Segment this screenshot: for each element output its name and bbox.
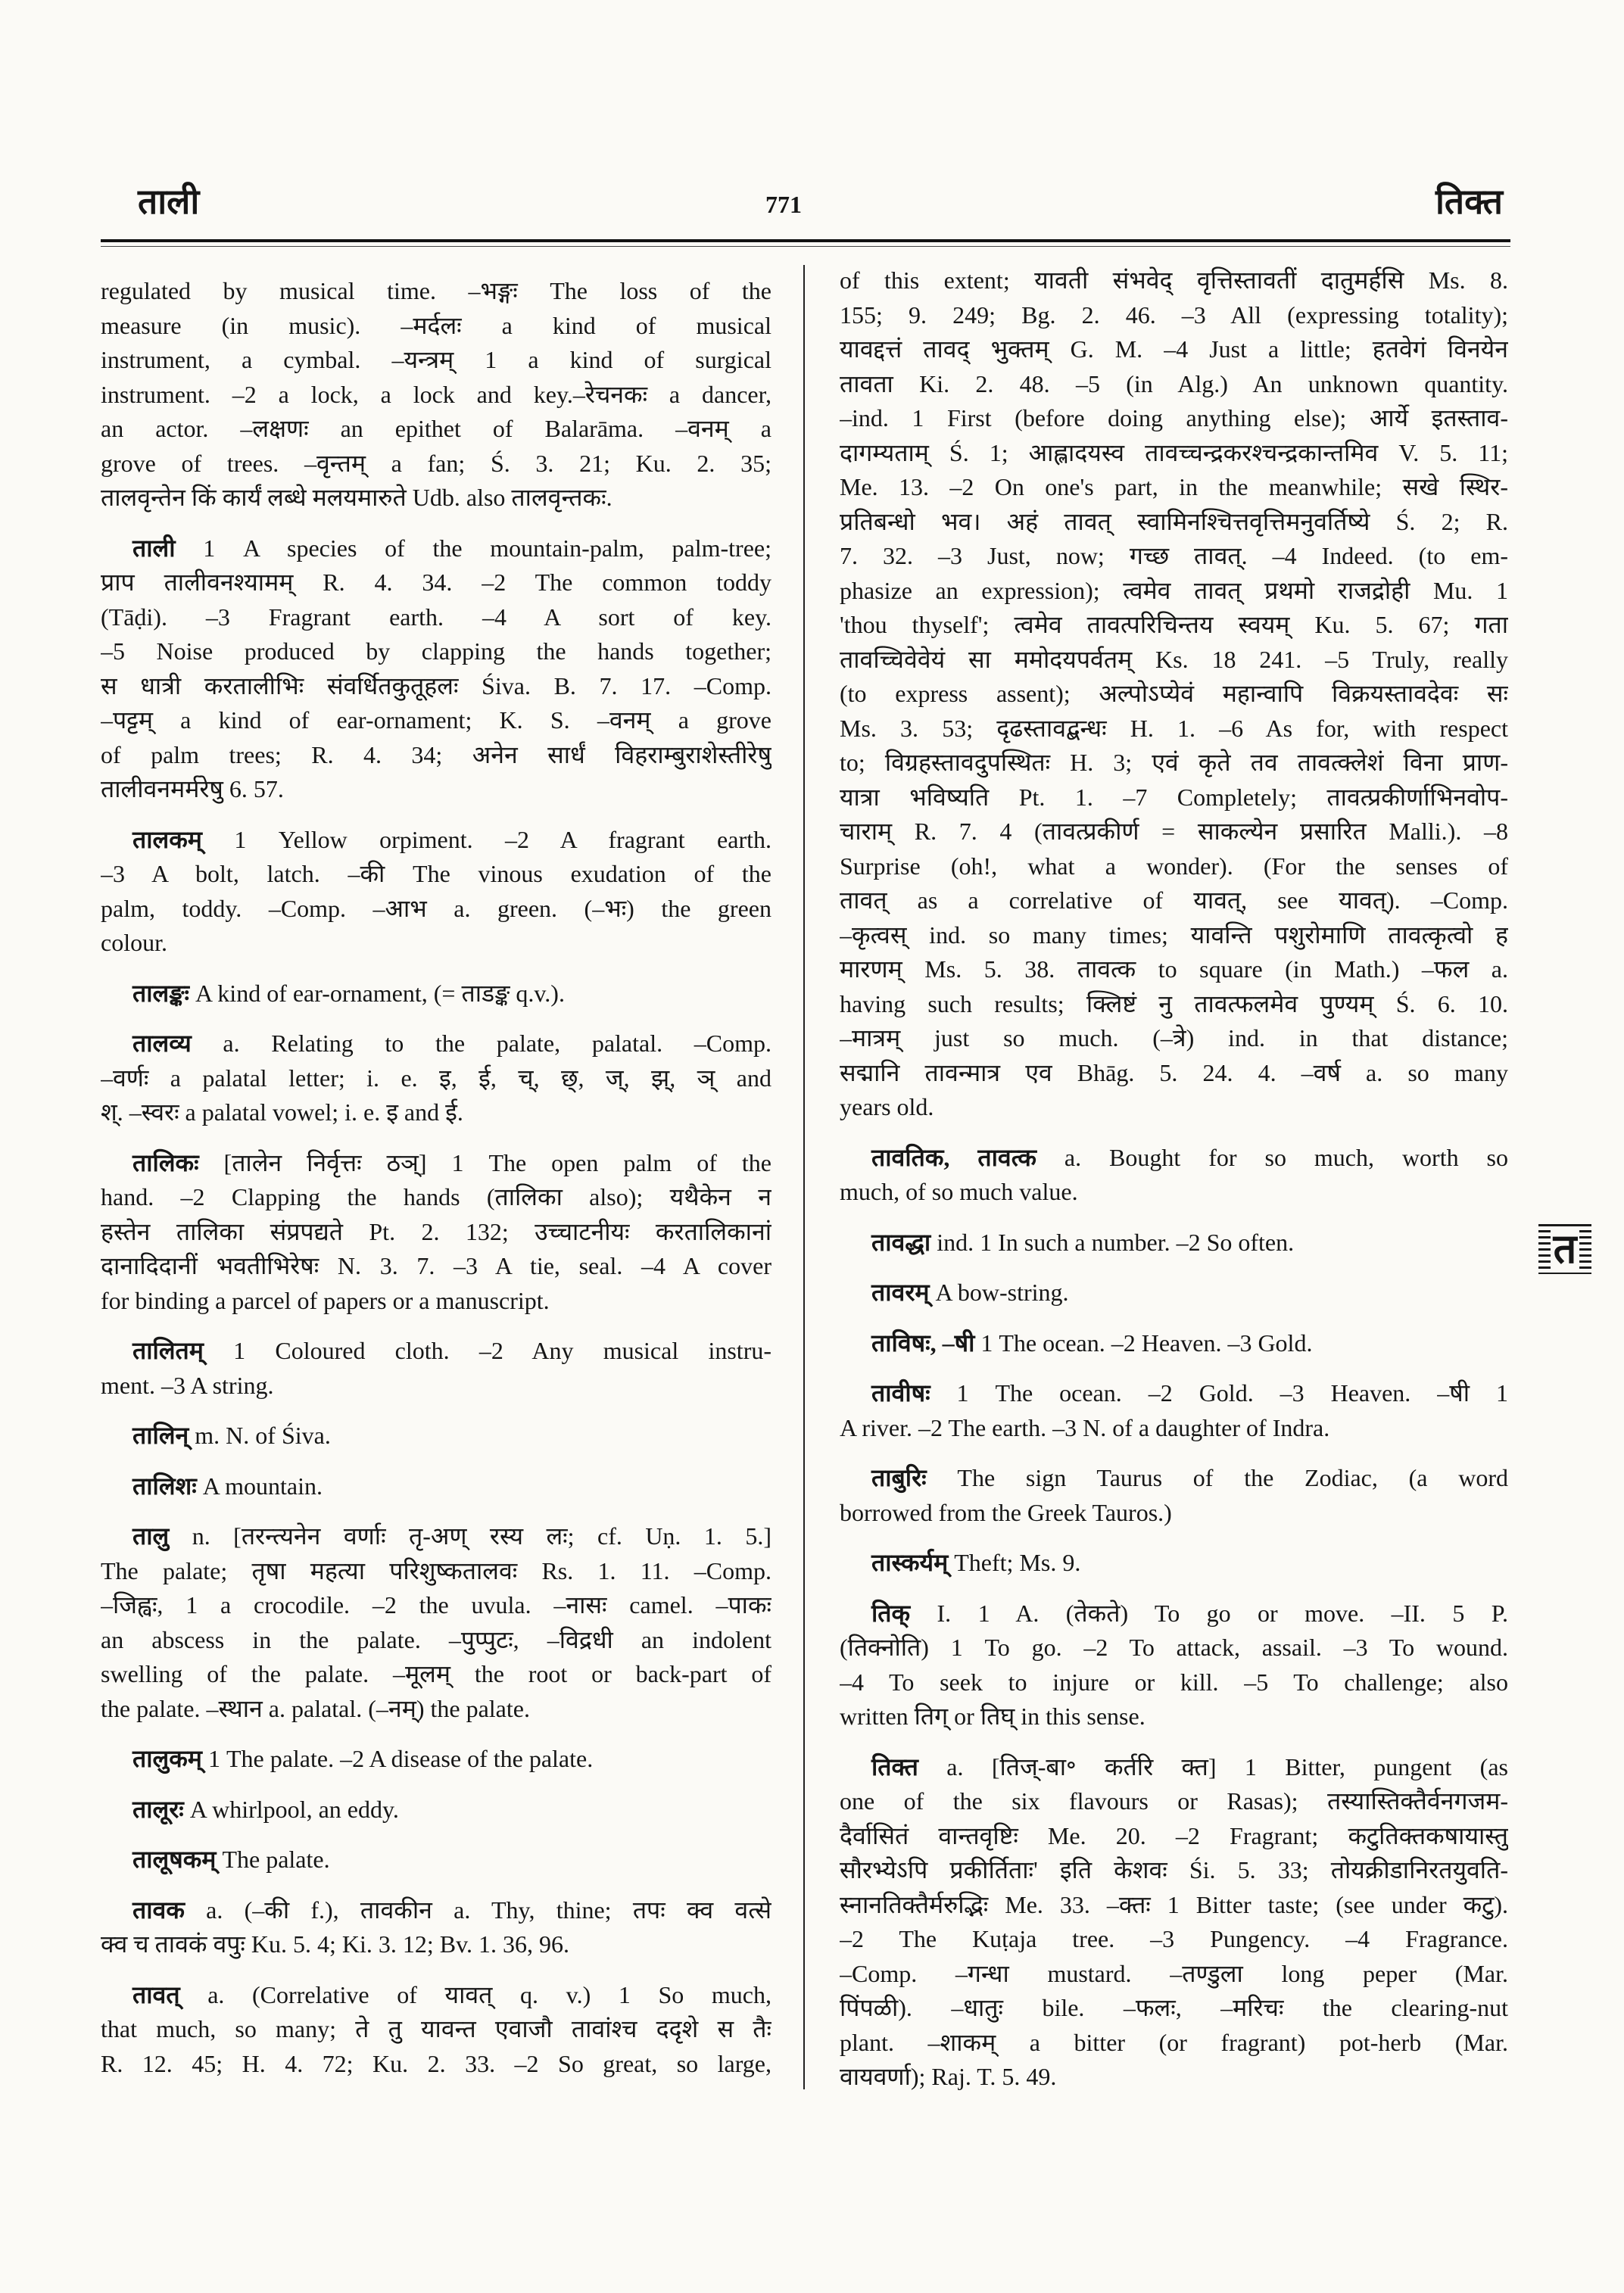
line-text: a. Relating to the palate, palatal. –Comp.: [223, 1030, 771, 1057]
headword: तालुकम्: [132, 1745, 202, 1772]
headword: तालिकः: [132, 1148, 199, 1176]
entry-line: [840, 1021, 1508, 1056]
entry-line: [101, 531, 771, 566]
entry-line: [101, 600, 771, 635]
line-text: प्रतिबन्धो भव। अहं तावत् स्वामिनश्चित्तवृत्तिमनुवर्तिष्ये Ś. 2; R.: [840, 507, 1508, 535]
entry-line: [101, 1469, 771, 1504]
line-text: instrument. –2 a lock, a lock and key.–रेचनकः a dancer,: [101, 380, 771, 408]
entry-line: [840, 1922, 1508, 1957]
line-text: m. N. of Śiva.: [195, 1422, 331, 1449]
entry-line: [840, 1056, 1508, 1091]
entry-line: [101, 1742, 771, 1777]
line-text: ind. 1 In such a number. –2 So often.: [937, 1228, 1295, 1256]
dictionary-entry: [840, 1597, 1508, 1734]
entry-line: [101, 1554, 771, 1589]
line-text: 7. 32. –3 Just, now; गच्छ तावत्. –4 Indeed. (to em-: [840, 542, 1508, 569]
headword: ताविषः, –षी: [871, 1329, 975, 1357]
entry-line: [840, 608, 1508, 643]
headword: तावतिक, तावत्क: [871, 1143, 1036, 1171]
entry-line: [840, 2060, 1508, 2095]
line-text: A kind of ear-ornament, (= ताडङ्क q.v.).: [195, 979, 565, 1007]
column-left: [101, 274, 771, 2081]
entry-line: [840, 1090, 1508, 1125]
right-guide-word: तिक्त: [1435, 182, 1503, 221]
entry-line: [840, 746, 1508, 780]
entry-line: [101, 1519, 771, 1554]
line-text: यावद्दत्तं तावद् भुक्तम् G. M. –4 Just a little; हतवेगं विनयेन: [840, 335, 1508, 363]
entry-line: [101, 669, 771, 704]
entry-line: [840, 1496, 1508, 1531]
entry-line: [840, 1597, 1508, 1631]
line-text: of this extent; यावती संभवेद् वृत्तिस्तावतीं दातुमर्हसि Ms. 8.: [840, 266, 1508, 294]
line-text: तावता Ki. 2. 48. –5 (in Alg.) An unknown quantity.: [840, 369, 1508, 397]
dictionary-entry: [840, 1326, 1508, 1361]
entry-line: [840, 1461, 1508, 1496]
entry-line: [840, 952, 1508, 987]
dictionary-entry: [101, 1742, 771, 1777]
line-text: तालीवनमर्मरेषु 6. 57.: [101, 775, 284, 802]
headword: तालकम्: [132, 825, 202, 853]
dictionary-entry: [101, 1793, 771, 1827]
line-text: one of the six flavours or Rasas); तस्यास्तिक्तैर्वनगजम-: [840, 1787, 1508, 1815]
line-text: instrument, a cymbal. –यन्त्रम् 1 a kind of surgical: [101, 346, 771, 373]
entry-line: [101, 1692, 771, 1727]
entry-line: [840, 1411, 1508, 1446]
line-text: पिंपळी). –धातुः bile. –फलः, –मरिचः the clearing-nut: [840, 1994, 1508, 2021]
entry-line: [101, 378, 771, 413]
dictionary-entry: [101, 1519, 771, 1726]
line-text: Ms. 3. 53; दृढस्तावद्बन्धः H. 1. –6 As for, with respect: [840, 714, 1508, 742]
line-text: हस्तेन तालिका संप्रपद्यते Pt. 2. 132; उच्चाटनीयः करतालिकानां: [101, 1217, 771, 1245]
headword: तालिशः: [132, 1472, 197, 1500]
entry-line: [101, 481, 771, 516]
line-text: (to express assent); अल्पोऽप्येवं महान्वापि विक्रयस्तावदेवः सः: [840, 680, 1508, 707]
entry-line: [840, 1888, 1508, 1923]
entry-line: [840, 677, 1508, 712]
entry-line: [840, 1750, 1508, 1785]
entry-line: [840, 1699, 1508, 1734]
line-text: n. [तरन्त्यनेन वर्णाः तृ-अण् रस्य लः; cf. Uṇ. 1. 5.]: [192, 1522, 771, 1550]
line-text: phasize an expression); त्वमेव तावत् प्रथमो राजद्रोही Mu. 1: [840, 576, 1508, 604]
headword: ताबुरिः: [871, 1464, 927, 1491]
line-text: –3 A bolt, latch. –की The vinous exudation of the: [101, 860, 771, 887]
line-text: (Tāḍi). –3 Fragrant earth. –4 A sort of key.: [101, 603, 771, 631]
entry-line: [840, 987, 1508, 1022]
entry-line: [101, 772, 771, 807]
entry-line: [840, 643, 1508, 678]
entry-line: [101, 1095, 771, 1130]
entry-line: [101, 1793, 771, 1827]
header-rule-thin: [101, 246, 1510, 247]
line-text: दैर्वासितं वान्तवृष्टिः Me. 20. –2 Fragrant; कटुतिक्तकषायास्तु: [840, 1821, 1508, 1849]
line-text: 'thou thyself'; त्वमेव तावत्परिचिन्तय स्वयम् Ku. 5. 67; गता: [840, 611, 1508, 638]
column-right: [840, 263, 1508, 2095]
entry-line: [101, 1027, 771, 1061]
entry-line: [101, 412, 771, 447]
dictionary-entry: [101, 1469, 771, 1504]
entry-line: [840, 2026, 1508, 2061]
line-text: यात्रा भविष्यति Pt. 1. –7 Completely; तावत्प्रकीर्णाभिनवोप-: [840, 783, 1508, 811]
line-text: सौरभ्येऽपि प्रकीर्तिताः' इति केशवः Śi. 5. 33; तोयक्रीडानिरतयुवति-: [840, 1856, 1508, 1883]
line-text: 1 The ocean. –2 Heaven. –3 Gold.: [980, 1329, 1313, 1357]
dictionary-entry: [840, 1546, 1508, 1581]
headword: तावक: [132, 1896, 185, 1924]
dictionary-entry: [101, 1893, 771, 1962]
line-text: Surprise (oh!, what a wonder). (For the senses of: [840, 852, 1508, 880]
dictionary-entry: [840, 1750, 1508, 2095]
dictionary-entry: [101, 977, 771, 1011]
entry-line: [840, 1546, 1508, 1581]
line-text: a. (Correlative of यावत् q. v.) 1 So much,: [207, 1980, 771, 2008]
line-text: measure (in music). –मर्दलः a kind of musical: [101, 311, 771, 339]
line-text: मारणम् Ms. 5. 38. तावत्क to square (in Math.) –फल a.: [840, 955, 1508, 983]
headword: तावत्: [132, 1980, 180, 2008]
headword: तास्कर्यम्: [871, 1549, 949, 1576]
entry-line: [101, 1249, 771, 1284]
dictionary-entry: [840, 1141, 1508, 1210]
line-text: to; विग्रहस्तावदुपस्थितः H. 3; एवं कृते तव तावत्क्लेशं विना प्राण-: [840, 749, 1508, 776]
headword: तालिन्: [132, 1422, 189, 1449]
entry-line: [101, 857, 771, 892]
entry-line: [101, 2047, 771, 2082]
line-text: चाराम् R. 7. 4 (तावत्प्रकीर्ण = साकल्येन प्रसारित Malli.). –8: [840, 818, 1508, 845]
entry-line: [840, 539, 1508, 574]
entry-line: [840, 1991, 1508, 2026]
entry-line: [101, 703, 771, 738]
entry-line: [101, 1978, 771, 2013]
headword: तालूरः: [132, 1795, 184, 1823]
dictionary-entry: [101, 531, 771, 807]
entry-line: [840, 1226, 1508, 1260]
entry-line: [101, 1657, 771, 1692]
headword: तिक्त: [871, 1752, 918, 1781]
entry-line: [840, 780, 1508, 815]
line-text: swelling of the palate. –मूलम् the root or back-part of: [101, 1660, 771, 1687]
headword: तालूषकम्: [132, 1846, 217, 1873]
line-text: 1 The palate. –2 A disease of the palate.: [207, 1745, 594, 1772]
entry-line: [101, 1334, 771, 1369]
line-text: years old.: [840, 1093, 934, 1120]
thumb-index-letter: त: [1551, 1229, 1580, 1270]
line-text: दानादिदानीं भवतीभिरेषः N. 3. 7. –3 A tie, seal. –4 A cover: [101, 1252, 771, 1279]
line-text: an actor. –लक्षणः an epithet of Balarāma. –वनम् a: [101, 415, 771, 442]
headword: तालितम्: [132, 1337, 204, 1364]
entry-line: [840, 263, 1508, 298]
entry-line: [840, 1175, 1508, 1210]
dictionary-entry: [840, 1226, 1508, 1260]
entry-line: [840, 1276, 1508, 1310]
entry-line: [840, 815, 1508, 849]
dictionary-entry: [840, 1276, 1508, 1310]
line-text: 1 Coloured cloth. –2 Any musical instru-: [233, 1337, 771, 1364]
headword: तिक्: [871, 1599, 911, 1627]
line-text: written तिग् or तिघ् in this sense.: [840, 1703, 1146, 1730]
line-text: a. [तिज्-बा॰ कर्तरि क्त] 1 Bitter, pungent (as: [946, 1752, 1508, 1781]
entry-line: [101, 1419, 771, 1453]
entry-line: [101, 1215, 771, 1250]
line-text: that much, so many; ते तु यावन्त एवाजौ तावांश्च ददृशे स तैः: [101, 2015, 771, 2042]
line-text: plant. –शाकम् a bitter (or fragrant) pot-herb (Mar.: [840, 2028, 1508, 2056]
line-text: grove of trees. –वृन्तम् a fan; Ś. 3. 21; Ku. 2. 35;: [101, 449, 771, 477]
line-text: an abscess in the palate. –पुप्पुटः, –विद्रधी an indolent: [101, 1625, 771, 1653]
dictionary-entry: [840, 1461, 1508, 1530]
entry-line: [840, 470, 1508, 505]
dictionary-entry: [101, 1334, 771, 1403]
line-text: तावच्चिवेवेयं सा ममोदयपर्वतम् Ks. 18 241. –5 Truly, really: [840, 645, 1508, 673]
entry-line: [840, 1784, 1508, 1819]
entry-line: [101, 823, 771, 858]
entry-line: [101, 738, 771, 773]
entry-line: [840, 505, 1508, 540]
entry-line: [840, 883, 1508, 918]
line-text: [तालेन निर्वृत्तः ठञ्] 1 The open palm of the: [223, 1148, 771, 1176]
line-text: 1 The ocean. –2 Gold. –3 Heaven. –षी 1: [956, 1379, 1508, 1407]
entry-line: [101, 1146, 771, 1181]
entry-line: [101, 926, 771, 961]
entry-line: [101, 274, 771, 309]
line-text: having such results; क्लिष्टं नु तावत्फलमेव पुण्यम् Ś. 6. 10.: [840, 989, 1508, 1017]
headword: तालव्य: [132, 1030, 192, 1057]
entry-line: [840, 1853, 1508, 1888]
column-divider: [803, 265, 805, 2089]
line-text: I. 1 A. (तेकते) To go or move. –II. 5 P.: [937, 1599, 1508, 1627]
left-guide-word: ताली: [138, 182, 200, 221]
line-text: क्व च तावकं वपुः Ku. 5. 4; Ki. 3. 12; Bv. 1. 36, 96.: [101, 1930, 570, 1958]
dictionary-entry: [101, 1843, 771, 1877]
line-text: 155; 9. 249; Bg. 2. 46. –3 All (expressing totality);: [840, 301, 1508, 329]
line-text: R. 12. 45; H. 4. 72; Ku. 2. 33. –2 So great, so large,: [101, 2049, 771, 2077]
entry-line: [840, 1376, 1508, 1411]
line-text: –मात्रम् just so much. (–त्रे) ind. in that distance;: [840, 1024, 1508, 1051]
line-text: (तिक्नोति) 1 To go. –2 To attack, assail. –3 To wound.: [840, 1634, 1508, 1661]
entry-line: [101, 1927, 771, 1962]
line-text: A mountain.: [202, 1472, 323, 1500]
line-text: 1 Yellow orpiment. –2 A fragrant earth.: [234, 825, 771, 853]
entry-line: [840, 1665, 1508, 1700]
line-text: स्नानतिक्तैर्मरुद्भिः Me. 33. –क्तः 1 Bitter taste; (see under कटु).: [840, 1890, 1508, 1918]
entry-line: [840, 1957, 1508, 1992]
line-text: The sign Taurus of the Zodiac, (a word: [957, 1464, 1508, 1491]
line-text: –कृत्वस् ind. so many times; यावन्ति पशुरोमाणि तावत्कृत्वो ह: [840, 921, 1508, 949]
entry-line: [101, 977, 771, 1011]
header-rule: [101, 239, 1510, 242]
entry-continuation: [840, 263, 1508, 1125]
line-text: A river. –2 The earth. –3 N. of a daughter of Indra.: [840, 1413, 1330, 1441]
dictionary-entry: [101, 823, 771, 961]
line-text: The palate.: [222, 1846, 330, 1873]
entry-line: [101, 447, 771, 481]
line-text: for binding a parcel of papers or a manuscript.: [101, 1286, 550, 1314]
line-text: of palm trees; R. 4. 34; अनेन सार्धं विहराम्बुराशेस्तीरेषु: [101, 740, 771, 768]
line-text: palm, toddy. –Comp. –आभ a. green. (–भः) the green: [101, 894, 771, 922]
dictionary-entry: [101, 1978, 771, 2082]
line-text: 1 A species of the mountain-palm, palm-tree;: [203, 534, 771, 562]
headword: तावद्धा: [871, 1228, 931, 1256]
entry-continuation: [101, 274, 771, 516]
entry-line: [101, 1180, 771, 1215]
entry-line: [840, 367, 1508, 402]
line-text: –4 To seek to injure or kill. –5 To challenge; also: [840, 1668, 1508, 1696]
line-text: borrowed from the Greek Tauros.): [840, 1498, 1172, 1526]
dictionary-entry: [840, 1376, 1508, 1445]
entry-line: [101, 309, 771, 344]
page-number: 771: [765, 191, 802, 218]
entry-line: [101, 565, 771, 600]
headword: तालु: [132, 1522, 170, 1550]
entry-line: [101, 2012, 771, 2047]
entry-line: [840, 401, 1508, 436]
line-text: much, of so much value.: [840, 1178, 1078, 1205]
line-text: –Comp. –गन्धा mustard. –तण्डुला long peper (Mar.: [840, 1959, 1508, 1987]
line-text: दागम्यताम् Ś. 1; आह्लादयस्व तावच्चन्द्रकरश्चन्द्रकान्तमिव V. 5. 11;: [840, 438, 1508, 466]
line-text: a. Bought for so much, worth so: [1064, 1143, 1508, 1171]
thumb-index-tab: [1538, 1224, 1591, 1274]
line-text: –वर्णः a palatal letter; i. e. इ, ई, च्, छ्, ज्, झ्, ञ् and: [101, 1064, 771, 1092]
line-text: regulated by musical time. –भङ्गः The loss of the: [101, 277, 771, 304]
line-text: ment. –3 A string.: [101, 1371, 274, 1399]
entry-line: [840, 918, 1508, 953]
entry-line: [840, 332, 1508, 367]
entry-line: [840, 298, 1508, 333]
headword: तावरम्: [871, 1279, 930, 1306]
headword: तालङ्कः: [132, 979, 189, 1007]
line-text: सद्मानि तावन्मात्र एव Bhāg. 5. 24. 4. –वर्ष a. so many: [840, 1058, 1508, 1086]
entry-line: [840, 574, 1508, 609]
entry-line: [840, 712, 1508, 746]
dictionary-entry: [101, 1419, 771, 1453]
line-text: A bow-string.: [935, 1279, 1069, 1306]
line-text: A whirlpool, an eddy.: [189, 1795, 399, 1823]
entry-line: [840, 436, 1508, 471]
line-text: –ind. 1 First (before doing anything else); आर्ये इतस्ताव-: [840, 404, 1508, 431]
line-text: –जिह्वः, 1 a crocodile. –2 the uvula. –नासः camel. –पाकः: [101, 1591, 771, 1618]
line-text: –5 Noise produced by clapping the hands together;: [101, 637, 771, 665]
entry-line: [840, 1631, 1508, 1665]
line-text: स धात्री करतालीभिः संवर्धितकुतूहलः Śiva. B. 7. 17. –Comp.: [101, 671, 771, 699]
entry-line: [101, 1061, 771, 1096]
line-text: Me. 13. –2 On one's part, in the meanwhile; सखे स्थिर-: [840, 473, 1508, 500]
line-text: श्. –स्वरः a palatal vowel; i. e. इ and ई.: [101, 1098, 463, 1126]
line-text: तालवृन्तेन किं कार्यं लब्धे मलयमारुते Udb. also तालवृन्तकः.: [101, 484, 613, 511]
line-text: the palate. –स्थान a. palatal. (–नम्) the palate.: [101, 1694, 530, 1722]
line-text: The palate; तृषा महत्या परिशुष्कतालवः Rs. 1. 11. –Comp.: [101, 1556, 771, 1584]
entry-line: [101, 1369, 771, 1404]
line-text: hand. –2 Clapping the hands (तालिका also); यथैकेन न: [101, 1183, 771, 1210]
dictionary-entry: [101, 1027, 771, 1130]
line-text: वायवर्णा); Raj. T. 5. 49.: [840, 2063, 1057, 2090]
entry-line: [840, 1326, 1508, 1361]
entry-line: [101, 1284, 771, 1319]
line-text: तावत् as a correlative of यावत्, see यावत्). –Comp.: [840, 886, 1508, 914]
headword: ताली: [132, 534, 176, 562]
line-text: –पट्टम् a kind of ear-ornament; K. S. –वनम् a grove: [101, 706, 771, 734]
line-text: colour.: [101, 929, 167, 956]
entry-line: [101, 1623, 771, 1658]
line-text: प्राप तालीवनश्यामम् R. 4. 34. –2 The common toddy: [101, 569, 771, 596]
dictionary-entry: [101, 1146, 771, 1319]
entry-line: [840, 849, 1508, 884]
entry-line: [101, 343, 771, 378]
line-text: –2 The Kuṭaja tree. –3 Pungency. –4 Fragrance.: [840, 1925, 1508, 1952]
entry-line: [101, 1843, 771, 1877]
entry-line: [101, 892, 771, 927]
entry-line: [101, 634, 771, 669]
entry-line: [101, 1588, 771, 1623]
line-text: Theft; Ms. 9.: [954, 1549, 1081, 1576]
entry-line: [840, 1819, 1508, 1854]
entry-line: [101, 1893, 771, 1928]
line-text: a. (–की f.), तावकीन a. Thy, thine; तपः क्व वत्से: [206, 1896, 771, 1924]
headword: तावीषः: [871, 1379, 930, 1407]
entry-line: [840, 1141, 1508, 1176]
